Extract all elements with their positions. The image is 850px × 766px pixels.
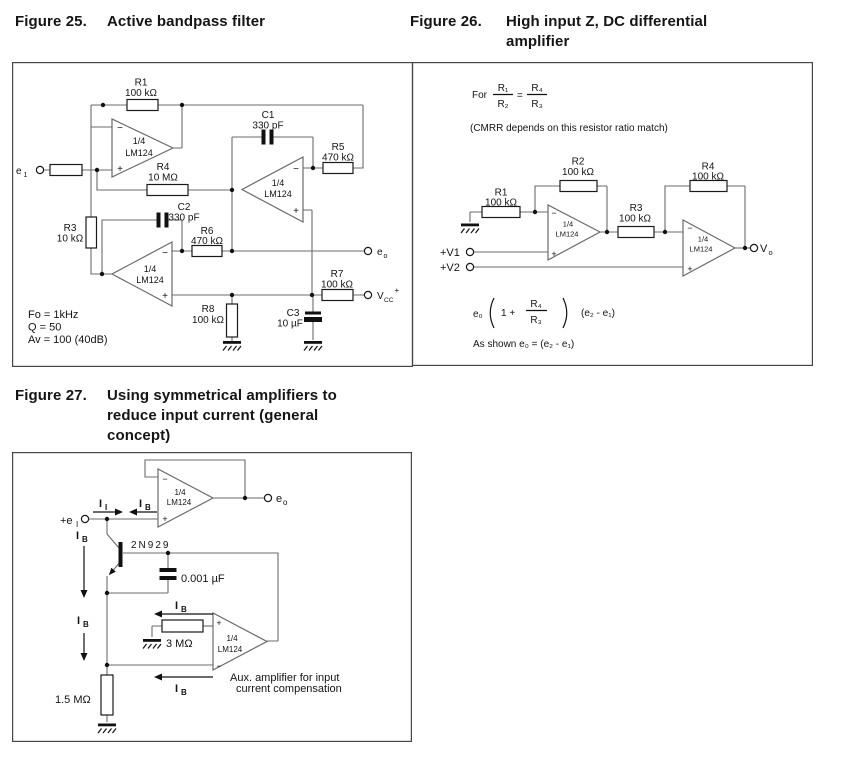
fig27-ground-bias-icon xyxy=(98,724,116,734)
fig27-title-line2: reduce input current (general xyxy=(107,407,319,424)
fig25-r4-val: 10 MΩ xyxy=(148,172,178,184)
fig26-r2-ref: R2 xyxy=(571,156,585,168)
fig25-r5-val: 470 kΩ xyxy=(322,152,354,164)
fig25-ground-c3-icon xyxy=(304,341,322,351)
fig27-ib2-sub: B xyxy=(82,535,88,544)
fig27-callout-line2: current compensation xyxy=(236,683,342,695)
fig25-eo-sub: o xyxy=(383,253,388,260)
minus-sign: − xyxy=(293,164,299,175)
fig26-r4-ref: R4 xyxy=(701,161,715,173)
fig26-terminal-v2 xyxy=(466,263,473,270)
fig27-eo-label: e xyxy=(276,493,283,505)
fig25-r4-ref: R4 xyxy=(156,162,170,173)
fig25-note-av: Av = 100 (40dB) xyxy=(28,334,108,346)
fig26-title xyxy=(410,12,830,52)
svg-text:=: = xyxy=(517,90,523,102)
fig25-capacitor-c1 xyxy=(262,130,274,145)
fig27-schematic xyxy=(12,452,412,742)
fig27-terminal-ei xyxy=(81,515,88,522)
fig27-title-text xyxy=(107,386,415,446)
fig27-annotation-labels xyxy=(60,493,288,697)
fig25-c1-val: 330 pF xyxy=(252,120,284,132)
plus-sign: + xyxy=(117,164,123,175)
fig26-terminal-v1 xyxy=(466,248,473,255)
fig25-vcc-sub: CC xyxy=(384,297,394,304)
svg-text:e₀: e₀ xyxy=(473,309,483,320)
minus-sign: − xyxy=(117,123,123,134)
fig25-c3-ref: C3 xyxy=(286,308,300,319)
fig27-resistor-15m xyxy=(101,675,113,715)
fig25-title xyxy=(15,12,395,32)
fig25-r6-ref: R6 xyxy=(200,226,214,237)
fig26-resistor-r3 xyxy=(618,227,654,238)
fig26-title-text xyxy=(506,12,830,52)
svg-text:R₁: R₁ xyxy=(497,83,509,94)
fig26-r1-val: 100 kΩ xyxy=(485,197,517,209)
fig26-resistor-r2 xyxy=(560,181,597,192)
fig25-input-resistor xyxy=(50,165,82,176)
fig25-vcc-label: V xyxy=(377,291,384,302)
fig27-ib4-sub: B xyxy=(181,605,187,614)
plus-sign: + xyxy=(162,291,168,302)
fig27-title-line3: concept) xyxy=(107,427,171,444)
fig25-resistor-r8 xyxy=(227,304,238,337)
minus-sign: − xyxy=(551,208,557,218)
fig25-r7-ref: R7 xyxy=(330,269,344,280)
fig25-resistor-r6 xyxy=(192,246,222,257)
plus-sign: + xyxy=(551,249,557,259)
fig27-ib5-sub: B xyxy=(181,688,187,697)
fig26-r3-ref: R3 xyxy=(629,203,643,214)
svg-text:1/4: 1/4 xyxy=(132,136,146,146)
fig25-r5-ref: R5 xyxy=(331,142,345,153)
fig26-r2-val: 100 kΩ xyxy=(562,167,594,178)
fig25-notes xyxy=(28,309,108,346)
fig25-resistor-r1 xyxy=(127,100,158,111)
svg-text:1/4: 1/4 xyxy=(271,178,285,188)
svg-text:R₃: R₃ xyxy=(531,99,543,110)
fig25-c3-val: 10 µF xyxy=(277,318,303,330)
fig27-ii-label: I xyxy=(99,498,103,510)
fig25-terminal-e1 xyxy=(36,166,43,173)
svg-text:LM124: LM124 xyxy=(217,645,243,654)
fig27-callout-line1: Aux. amplifier for input xyxy=(230,672,340,684)
fig25-eo-label: e xyxy=(377,247,383,258)
fig26-gain-formula xyxy=(473,298,615,328)
minus-sign: − xyxy=(687,223,693,233)
fig25-vcc-sup: + xyxy=(394,286,400,295)
fig27-ib1-sub: B xyxy=(145,503,151,512)
fig26-title-line1: High input Z, DC differential xyxy=(506,13,708,30)
fig27-ii-sub: I xyxy=(105,503,108,512)
fig26-r4-val: 100 kΩ xyxy=(692,171,724,183)
svg-text:LM124: LM124 xyxy=(689,244,713,254)
svg-text:LM124: LM124 xyxy=(555,229,579,239)
plus-sign: + xyxy=(162,514,168,524)
fig25-capacitor-c2 xyxy=(157,213,169,228)
svg-text:R₄: R₄ xyxy=(530,299,542,310)
fig25-capacitor-c3 xyxy=(304,312,322,323)
fig25-title-text: Active bandpass filter xyxy=(107,13,266,30)
svg-text:1/4: 1/4 xyxy=(697,234,709,244)
svg-text:LM124: LM124 xyxy=(264,189,292,199)
svg-text:LM124: LM124 xyxy=(125,148,153,158)
svg-text:LM124: LM124 xyxy=(166,498,192,507)
fig25-terminal-vcc xyxy=(364,291,371,298)
fig25-r1-ref: R1 xyxy=(134,77,148,89)
plus-sign: + xyxy=(687,264,693,274)
fig25-c1-ref: C1 xyxy=(261,110,275,121)
svg-text:R₄: R₄ xyxy=(531,83,543,94)
minus-sign: − xyxy=(162,474,168,484)
fig25-r8-ref: R8 xyxy=(201,304,215,315)
fig25-note-q: Q = 50 xyxy=(28,321,62,334)
fig27-ground-aux-icon xyxy=(143,639,161,649)
fig25-number: Figure 25. xyxy=(15,13,87,30)
fig27-ib3-label: I xyxy=(77,615,81,627)
fig25-c2-val: 330 pF xyxy=(168,212,200,224)
fig26-title-line2: amplifier xyxy=(506,33,570,50)
fig26-terminal-vo xyxy=(750,244,757,251)
svg-text:LM124: LM124 xyxy=(136,275,164,285)
fig27-transistor-label: 2N929 xyxy=(131,540,171,551)
fig26-number: Figure 26. xyxy=(410,13,482,30)
svg-text:1 +: 1 + xyxy=(501,308,516,319)
fig26-ground-icon xyxy=(461,224,479,234)
fig27-resistor-3m xyxy=(162,620,203,632)
fig25-r3-val: 10 kΩ xyxy=(56,233,84,245)
fig27-capacitor xyxy=(160,568,177,580)
fig27-ib4-label: I xyxy=(175,600,179,612)
fig25-r8-val: 100 kΩ xyxy=(192,315,224,326)
fig27-cap-label: 0.001 µF xyxy=(181,573,225,585)
fig25-r3-ref: R3 xyxy=(63,223,77,234)
plus-sign: + xyxy=(216,618,222,628)
fig25-r1-val: 100 kΩ xyxy=(125,88,157,99)
fig25-r6-val: 470 kΩ xyxy=(191,236,223,247)
fig27-number: Figure 27. xyxy=(15,387,87,404)
fig27-terminal-eo xyxy=(264,494,271,501)
fig27-eo-sub: o xyxy=(283,498,288,507)
fig25-c2-ref: C2 xyxy=(177,202,191,213)
fig27-3m-label: 3 MΩ xyxy=(166,638,193,650)
svg-text:1/4: 1/4 xyxy=(174,488,186,497)
fig27-ib1-label: I xyxy=(139,498,143,510)
fig27-ib3-sub: B xyxy=(83,620,89,629)
fig26-vo-label: V xyxy=(760,243,768,255)
fig27-ei-sub: I xyxy=(76,520,79,529)
minus-sign: − xyxy=(162,248,168,259)
fig26-r1-ref: R1 xyxy=(494,187,508,199)
fig26-condition-formula xyxy=(472,83,547,110)
fig25-terminal-eo xyxy=(364,247,371,254)
minus-sign: − xyxy=(216,661,222,671)
fig25-r7-val: 100 kΩ xyxy=(321,279,353,291)
svg-text:1/4: 1/4 xyxy=(143,264,157,274)
fig27-current-arrows xyxy=(81,509,214,681)
fig25-note-fo: Fo = 1kHz xyxy=(28,309,79,321)
svg-text:1/4: 1/4 xyxy=(562,219,574,229)
fig27-ib2-label: I xyxy=(76,530,80,542)
fig26-vo-sub: o xyxy=(768,248,773,257)
fig26-for: For xyxy=(472,90,487,101)
fig25-resistor-r7 xyxy=(322,290,353,301)
fig27-title-line1: Using symmetrical amplifiers to xyxy=(107,387,337,404)
svg-text:1/4: 1/4 xyxy=(226,634,238,643)
fig25-schematic xyxy=(12,62,413,367)
fig27-ei-label: +e xyxy=(60,515,73,527)
fig25-resistor-r4 xyxy=(147,185,188,196)
fig27-transistor-2n929 xyxy=(109,542,123,575)
fig26-cmrr-note: (CMRR depends on this resistor ratio match) xyxy=(470,123,668,134)
fig26-as-shown: As shown e₀ = (e₂ - e₁) xyxy=(473,339,575,350)
fig27-15m-label: 1.5 MΩ xyxy=(55,694,91,706)
svg-text:R₃: R₃ xyxy=(530,315,542,326)
fig25-resistor-r5 xyxy=(323,163,353,174)
plus-sign: + xyxy=(293,206,299,217)
fig25-resistor-r3 xyxy=(86,217,97,248)
fig26-v2-label: +V2 xyxy=(440,262,460,274)
svg-text:R₂: R₂ xyxy=(497,99,509,110)
fig26-schematic xyxy=(412,62,813,366)
fig27-ib5-label: I xyxy=(175,683,179,695)
fig25-ground-r8-icon xyxy=(223,341,241,351)
svg-text:(e₂ - e₁): (e₂ - e₁) xyxy=(581,308,615,319)
fig27-title xyxy=(15,386,415,446)
fig25-e1-label: e xyxy=(16,166,22,177)
fig25-e1-sub: 1 xyxy=(23,172,28,179)
fig26-v1-label: +V1 xyxy=(440,247,460,259)
fig26-r3-val: 100 kΩ xyxy=(619,213,651,225)
